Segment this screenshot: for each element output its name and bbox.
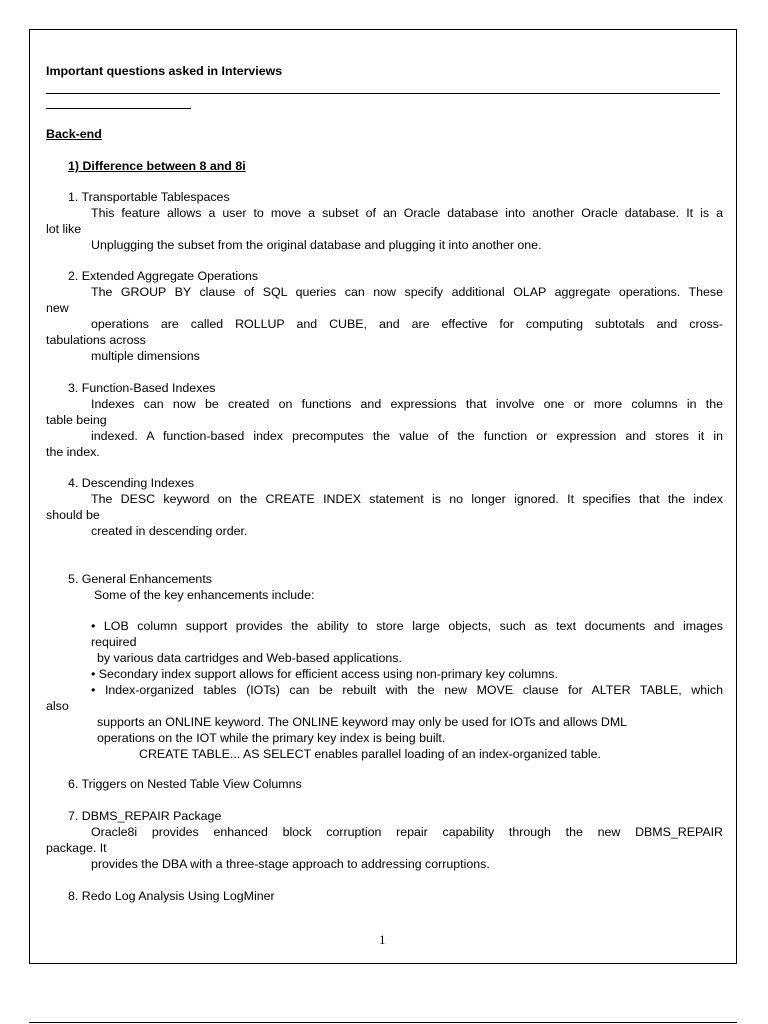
document-title: Important questions asked in Interviews	[46, 64, 283, 78]
bullet-text-line: supports an ONLINE keyword. The ONLINE keyword may only be used for IOTs and allows DML	[97, 715, 628, 729]
item-heading: 1. Transportable Tablespaces	[68, 190, 230, 204]
item-heading: 8. Redo Log Analysis Using LogMiner	[68, 889, 275, 903]
bullet-text-line: • Secondary index support allows for efficient access using non-primary key columns.	[91, 667, 558, 681]
item-text-line: operations are called ROLLUP and CUBE, and are effective for computing subtotals and cross-	[91, 317, 723, 331]
item-text-line: the index.	[46, 445, 100, 459]
title-underline-rule	[46, 93, 720, 94]
bullet-text-line: also	[46, 699, 69, 713]
bullet-text-line: operations on the IOT while the primary key index is being built.	[97, 731, 446, 745]
item-text-line: The DESC keyword on the CREATE INDEX statement is no longer ignored. It specifies that the index	[91, 492, 723, 506]
bullet-text-line: • LOB column support provides the ability to store large objects, such as text documents and images	[91, 619, 723, 633]
item-text-line: lot like	[46, 222, 82, 236]
subsection-heading: 1) Difference between 8 and 8i	[68, 159, 246, 173]
item-text-line: multiple dimensions	[91, 349, 200, 363]
bullet-text-line: • Index-organized tables (IOTs) can be rebuilt with the new MOVE clause for ALTER TABLE, which	[91, 683, 723, 697]
title-underline-rule-short	[46, 108, 191, 109]
item-text-line: created in descending order.	[91, 524, 248, 538]
item-text-line: Indexes can now be created on functions and expressions that involve one or more columns in the	[91, 397, 723, 411]
item-heading: 5. General Enhancements	[68, 572, 212, 586]
item-text-line: Oracle8i provides enhanced block corruption repair capability through the new DBMS_REPAIR	[91, 825, 723, 839]
item-text-line: Unplugging the subset from the original database and plugging it into another one.	[91, 238, 542, 252]
item-text-line: Some of the key enhancements include:	[94, 588, 315, 602]
item-text-line: tabulations across	[46, 333, 146, 347]
next-page-top-edge	[29, 1022, 737, 1023]
bullet-text-line: required	[91, 635, 137, 649]
item-text-line: should be	[46, 508, 100, 522]
item-text-line: provides the DBA with a three-stage approach to addressing corruptions.	[91, 857, 490, 871]
item-text-line: The GROUP BY clause of SQL queries can now specify additional OLAP aggregate operations. These	[91, 285, 723, 299]
item-heading: 7. DBMS_REPAIR Package	[68, 809, 222, 823]
item-heading: 2. Extended Aggregate Operations	[68, 269, 259, 283]
item-text-line: This feature allows a user to move a subset of an Oracle database into another Oracle database. It is a	[91, 206, 723, 220]
page-number: 1	[379, 932, 386, 947]
bullet-text-line: CREATE TABLE... AS SELECT enables parallel loading of an index-organized table.	[139, 747, 601, 761]
item-text-line: new	[46, 301, 69, 315]
item-heading: 4. Descending Indexes	[68, 476, 195, 490]
item-heading: 6. Triggers on Nested Table View Columns	[68, 777, 302, 791]
item-text-line: package. It	[46, 841, 107, 855]
section-heading: Back-end	[46, 127, 102, 141]
item-text-line: indexed. A function-based index precomputes the value of the function or expression and stores it in	[91, 429, 723, 443]
item-heading: 3. Function-Based Indexes	[68, 381, 216, 395]
item-text-line: table being	[46, 413, 107, 427]
bullet-text-line: by various data cartridges and Web-based applications.	[97, 651, 402, 665]
